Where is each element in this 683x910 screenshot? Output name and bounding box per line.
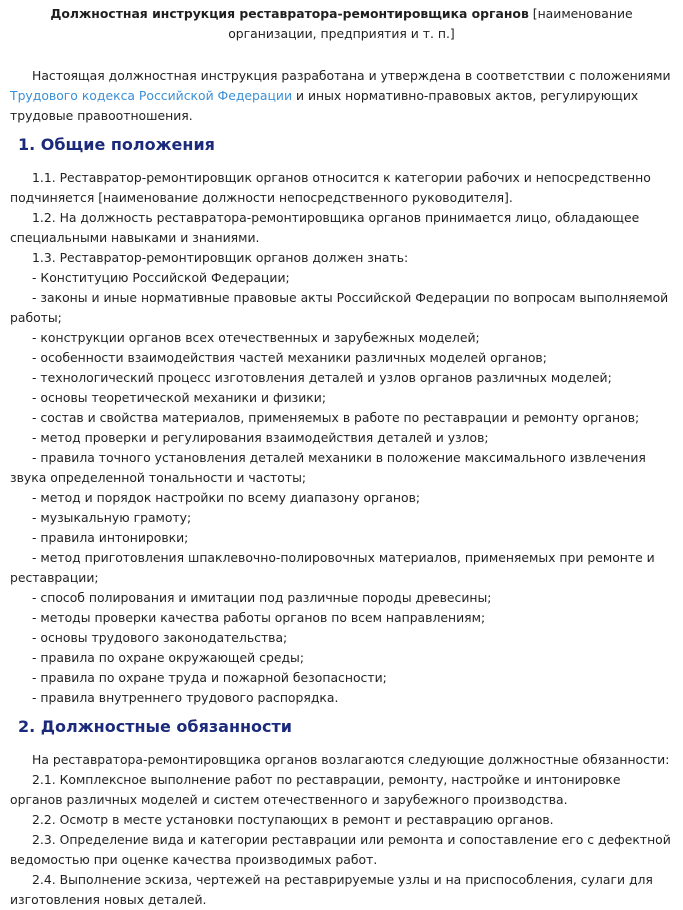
intro-before-link: Настоящая должностная инструкция разработана и утверждена в соответствии с положениями (32, 68, 671, 83)
list-item: - музыкальную грамоту; (32, 510, 192, 525)
paragraph: 1.3. Реставратор-ремонтировщик органов должен знать: (32, 250, 409, 265)
list-item: - метод и порядок настройки по всему диапазону органов; (32, 490, 421, 505)
paragraph: На реставратора-ремонтировщика органов возлагаются следующие должностные обязанности: (32, 752, 670, 767)
document-title (10, 4, 673, 44)
list-item: - технологический процесс изготовления деталей и узлов органов различных моделей; (32, 370, 612, 385)
paragraph: 2.2. Осмотр в месте установки поступающих в ремонт и реставрацию органов. (32, 812, 554, 827)
document-title-bold: Должностная инструкция реставратора-ремонтировщика органов (50, 6, 529, 21)
list-item: - основы теоретической механики и физики; (32, 390, 327, 405)
document-title-rest: [наименование организации, предприятия и т. п.] (228, 6, 633, 41)
intro-paragraph (10, 66, 673, 126)
list-item: - правила по охране труда и пожарной безопасности; (32, 670, 387, 685)
list-item: - состав и свойства материалов, применяемых в работе по реставрации и ремонту органов; (32, 410, 640, 425)
list-item: - Конституцию Российской Федерации; (32, 270, 290, 285)
list-item: - конструкции органов всех отечественных и зарубежных моделей; (32, 330, 480, 345)
paragraph: 1.1. Реставратор-ремонтировщик органов относится к категории рабочих и непосредственно подчиняется [наименование должности непосредственного руководителя]. (10, 170, 651, 205)
section-1-body (10, 168, 673, 708)
list-item: - правила интонировки; (32, 530, 189, 545)
list-item: - правила по охране окружающей среды; (32, 650, 304, 665)
list-item: - основы трудового законодательства; (32, 630, 288, 645)
labor-code-link[interactable]: Трудового кодекса Российской Федерации (10, 88, 293, 103)
list-item: - правила точного установления деталей механики в положение максимального извлечения звука определенной тональности и частоты; (10, 450, 646, 485)
list-item: - правила внутреннего трудового распорядка. (32, 690, 339, 705)
paragraph: 2.4. Выполнение эскиза, чертежей на реставрируемые узлы и на приспособления, сулаги для изготовления новых деталей. (10, 872, 653, 907)
intro-after-link: и иных нормативно-правовых актов, регулирующих трудовые правоотношения. (10, 88, 639, 123)
list-item: - метод приготовления шпаклевочно-полировочных материалов, применяемых при ремонте и реставрации; (10, 550, 655, 585)
list-item: - особенности взаимодействия частей механики различных моделей органов; (32, 350, 547, 365)
list-item: - законы и иные нормативные правовые акты Российской Федерации по вопросам выполняемой работы; (10, 290, 669, 325)
paragraph: 1.2. На должность реставратора-ремонтировщика органов принимается лицо, обладающее специальными навыками и знаниями. (10, 210, 640, 245)
section-2-heading: 2. Должностные обязанности (18, 717, 293, 736)
section-2-body (10, 750, 673, 910)
paragraph: 2.3. Определение вида и категории реставрации или ремонта и сопоставление его с дефектной ведомостью при оценке качества производимых работ. (10, 832, 671, 867)
list-item: - методы проверки качества работы органов по всем направлениям; (32, 610, 486, 625)
list-item: - метод проверки и регулирования взаимодействия деталей и узлов; (32, 430, 489, 445)
section-1-heading: 1. Общие положения (18, 135, 215, 154)
paragraph: 2.1. Комплексное выполнение работ по реставрации, ремонту, настройке и интонировке органов различных моделей и систем отечественного и зарубежного производства. (10, 772, 621, 807)
list-item: - способ полирования и имитации под различные породы древесины; (32, 590, 492, 605)
